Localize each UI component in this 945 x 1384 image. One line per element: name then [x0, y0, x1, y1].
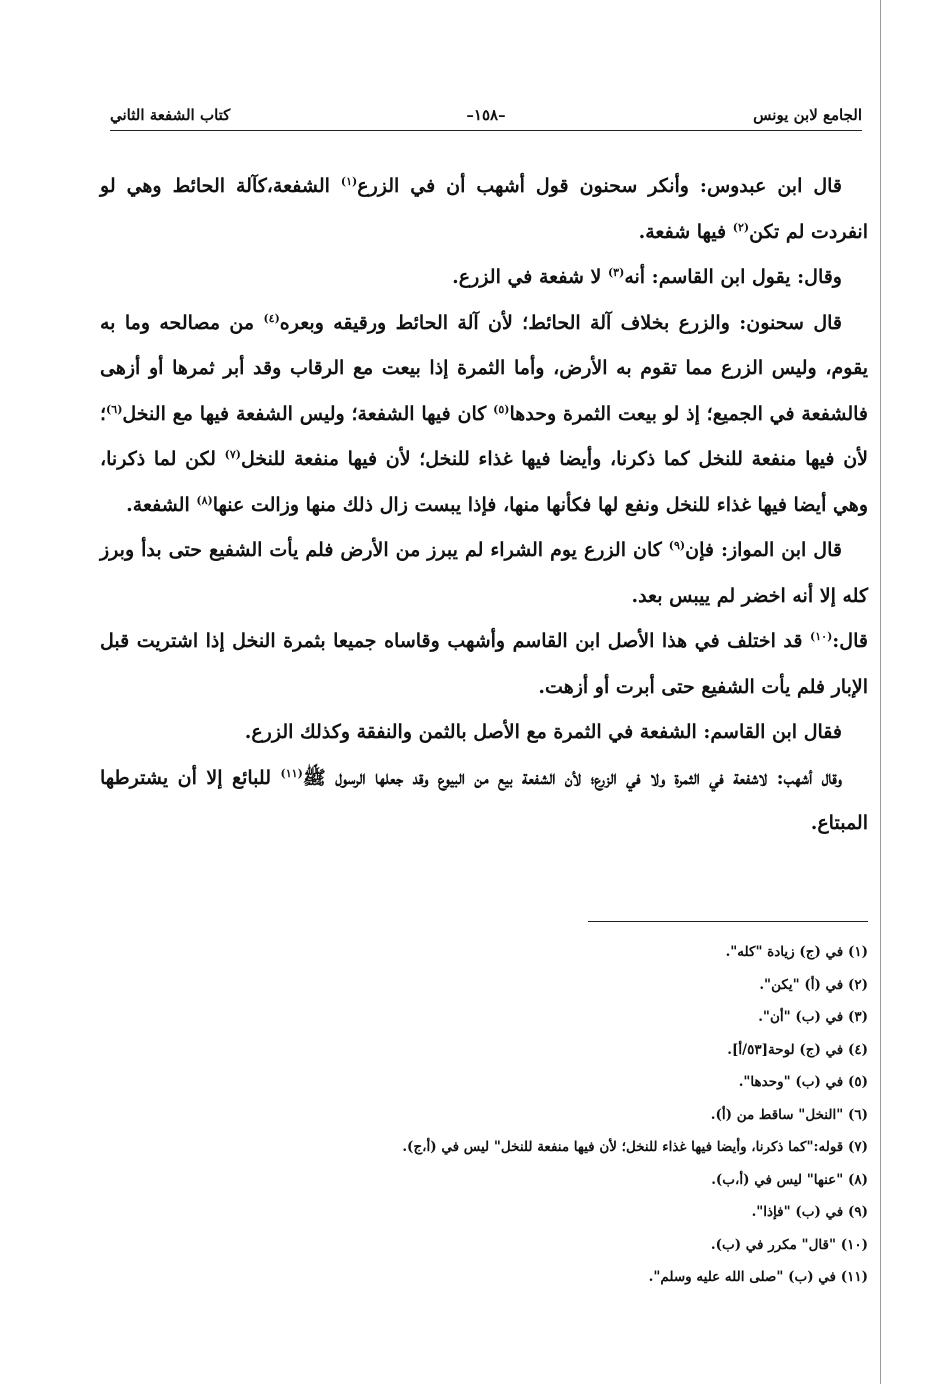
text-segment: قال سحنون: والزرع بخلاف آلة الحائط؛ لأن آلة الحائط ورقيقه وبعره — [279, 311, 842, 334]
footnote-marker: (١) — [340, 175, 358, 188]
text-segment: الشفعة. — [126, 493, 197, 516]
text-segment: كان فيها الشفعة؛ وليس الشفعة فيها مع النخل — [122, 402, 494, 425]
header-book-title: الجامع لابن يونس — [753, 106, 862, 124]
paragraph — [100, 255, 868, 301]
paragraph — [100, 756, 868, 847]
footnote-marker: (٥) — [493, 402, 510, 416]
page-edge-line — [880, 0, 881, 1384]
text-segment: كان الزرع يوم الشراء لم يبرز من الأرض فلم يأت الشفيع حتى بدأ وبرز كله إلا أنه اخضر لم ييبس بعد. — [100, 539, 868, 607]
text-segment: الشفعة،كآلة الحائط وهي لو انفردت لم تكن — [100, 175, 868, 243]
footnote: (٨) "عنها" ليس في (أ،ب). — [711, 1171, 868, 1188]
footnote-marker: (٢) — [732, 220, 750, 234]
paragraph — [100, 301, 868, 529]
footnotes — [150, 936, 868, 1294]
footnote-marker: (١١) — [280, 766, 303, 780]
text-segment: فقال ابن القاسم: الشفعة في الثمرة مع الأصل بالثمن والنفقة وكذلك الزرع. — [244, 721, 842, 743]
text-segment: ؛ لأن فيها منفعة للنخل كما ذكرنا، وأيضا فيها غذاء للنخل؛ لأن فيها منفعة للنخل — [100, 402, 868, 470]
main-text — [100, 164, 868, 847]
paragraph — [100, 710, 868, 756]
footnote: (٥) في (ب) "وحدها". — [738, 1074, 868, 1090]
text-segment: لا شفعة في الزرع. — [452, 266, 608, 288]
footnote: (٤) في (ج) لوحة[٥٣/أ]. — [727, 1041, 868, 1058]
footnote: (١١) في (ب) "صلى الله عليه وسلم". — [648, 1269, 868, 1285]
text-segment: للبائع إلا أن يشترطها المبتاع. — [100, 766, 868, 834]
text-segment: قال ابن عبدوس: وأنكر سحنون قول أشهب أن في الزرع — [357, 175, 842, 197]
footnote-marker: (١٠) — [810, 630, 833, 643]
text-segment: وقال أشهب: لاشفعة في الثمرة ولا في الزرع؛ لأن الشفعة بيع من البيوع وقد جعلها الرسول ﷺ — [302, 766, 843, 789]
text-segment: فيها شفعة. — [638, 220, 733, 243]
text-segment: قال: — [832, 630, 868, 652]
footnote-marker: (٤) — [263, 311, 280, 325]
footnote-marker: (٩) — [668, 539, 686, 552]
footnote-marker: (٨) — [196, 493, 213, 507]
footnote: (٣) في (ب) "أن". — [758, 1009, 868, 1025]
footnote-marker: (٣) — [607, 266, 625, 279]
header-chapter-title: كتاب الشفعة الثاني — [110, 106, 231, 124]
footnote-separator — [588, 921, 868, 922]
text-segment: وقال: يقول ابن القاسم: أنه — [624, 266, 842, 288]
paragraph — [100, 164, 868, 255]
footnote: (٦) "النخل" ساقط من (أ). — [710, 1106, 868, 1123]
footnote: (٢) في (أ) "يكن". — [759, 976, 868, 993]
paragraph — [100, 528, 868, 619]
text-segment: قال ابن المواز: فإن — [685, 539, 842, 561]
text-segment: لكن لما ذكرنا، وهي أيضا فيها غذاء للنخل ونفع لها فكأنها منها، فإذا يبست زال ذلك منها وزالت عنها — [100, 448, 868, 516]
paragraph — [100, 619, 868, 710]
text-segment: قد اختلف في هذا الأصل ابن القاسم وأشهب وقاساه جميعا بثمرة النخل إذا اشتريت قبل الإبار فلم يأت الشفيع حتى أبرت أو أزهت. — [100, 630, 868, 698]
footnote: (٩) في (ب) "فإذا". — [751, 1204, 868, 1220]
footnote-marker: (٦) — [106, 402, 123, 416]
text-segment: من مصالحه وما به يقوم، وليس الزرع مما تقوم به الأرض، وأما الثمرة إذا بيعت مع الرقاب وقد أبر ثمرها أو أزهى فالشفعة في الجميع؛ إذ لو بيعت الثمرة وحدها — [100, 311, 868, 425]
page-number: –١٥٨– — [466, 106, 506, 124]
footnote-marker: (٧) — [224, 448, 241, 461]
footnote: (١) في (ج) زيادة "كله". — [725, 944, 868, 960]
footnote: (٧) قوله:"كما ذكرنا، وأيضا فيها غذاء للنخل؛ لأن فيها منفعة للنخل" ليس في (أ،ج). — [402, 1139, 868, 1155]
running-header — [110, 92, 862, 131]
footnote: (١٠) "قال" مكرر في (ب). — [710, 1236, 868, 1253]
